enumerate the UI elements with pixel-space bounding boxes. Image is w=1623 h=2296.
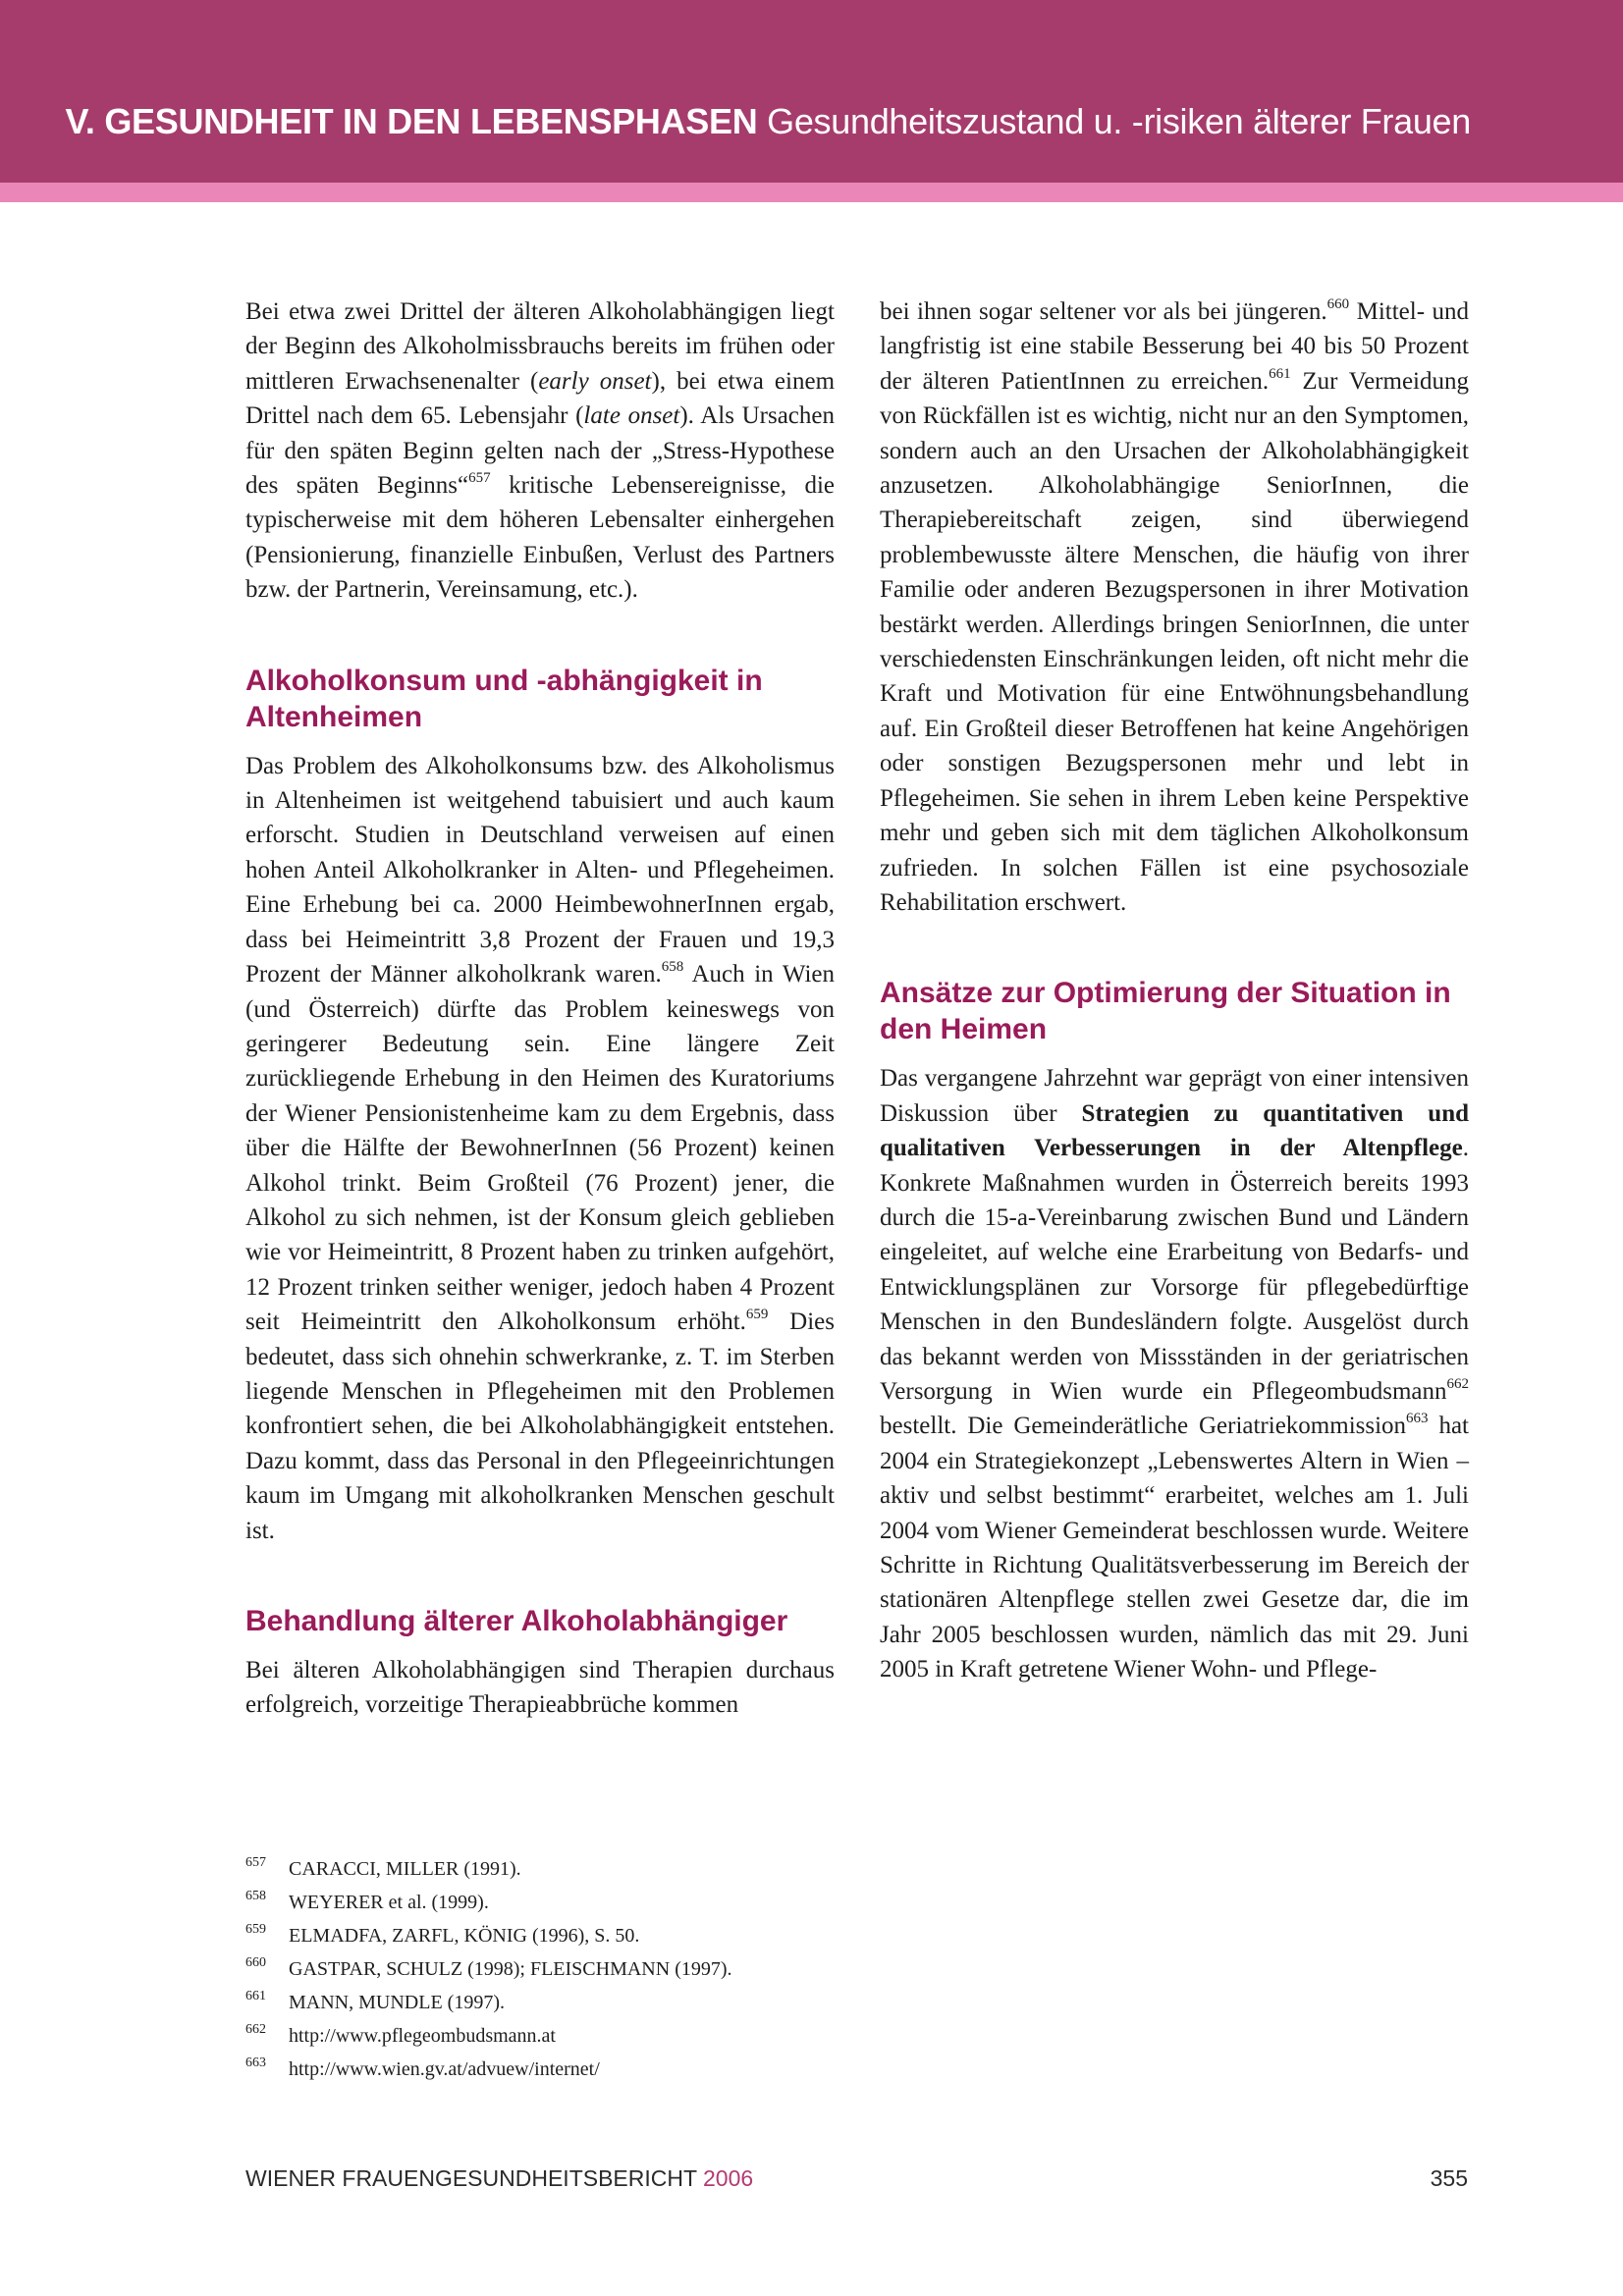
footnote	[245, 1919, 854, 1952]
footnote-text: CARACCI, MILLER (1991).	[289, 1858, 521, 1880]
footnote-number: 657	[245, 1855, 266, 1870]
section-subtitle: Gesundheitszustand u. -risiken älterer Frauen	[767, 101, 1471, 141]
footnote-ref-659: 659	[745, 1307, 769, 1323]
running-header	[66, 101, 1471, 142]
footnote-text: MANN, MUNDLE (1997).	[289, 1992, 505, 2013]
text-run: kritische Lebensereignisse, die typischerweise mit dem höheren Lebensalter einhergehen (Pensionierung, finanzielle Einbußen, Verlust des Partners bzw. der Partnerin, Vereinsamung, etc.).	[245, 472, 835, 604]
chapter-title: V. GESUNDHEIT IN DEN LEBENSPHASEN	[65, 101, 758, 141]
footnotes	[245, 1852, 854, 2086]
text-run: Bei etwa zwei Drittel der älteren Alkoholabhängigen liegt der Beginn des Alkoholmissbrauchs bereits im frühen oder mittleren Erwachsenenalter (	[245, 298, 835, 395]
footnote-ref-662: 662	[1446, 1375, 1469, 1392]
footnote-number: 662	[245, 2022, 266, 2037]
header-bar	[0, 0, 1623, 183]
paragraph-behandlung: Bei älteren Alkoholabhängigen sind Therapien durchaus erfolgreich, vorzeitige Therapieabbrüche kommen	[245, 1657, 835, 1719]
text-run: Das Problem des Alkoholkonsums bzw. des Alkoholismus in Altenheimen ist weitgehend tabuisiert und auch kaum erforscht. Studien in Deutschland verweisen auf einen hohen Anteil Alkoholkranker in Alten- und Pflegeheimen. Eine Erhebung bei ca. 2000 HeimbewohnerInnen ergab, dass bei Heimeintritt 3,8 Prozent der Frauen und 19,3 Prozent der Männer alkoholkrank waren.	[245, 752, 835, 988]
footnote-number: 658	[245, 1889, 266, 1903]
footnote-text: ELMADFA, ZARFL, KÖNIG (1996), S. 50.	[289, 1925, 640, 1947]
footnote	[245, 2053, 854, 2086]
text-run: Zur Vermeidung von Rückfällen ist es wichtig, nicht nur an den Symptomen, sondern auch an den Ursachen der Alkoholabhängigkeit anzusetzen. Alkoholabhängige SeniorInnen, die Therapiebereitschaft zeigen, sind überwiegend problembewusste ältere Menschen, die häufig von ihrer Familie oder anderen Bezugspersonen in ihrer Motivation bestärkt werden. Allerdings bringen SeniorInnen, die unter verschiedensten Einschränkungen leiden, oft nicht mehr die Kraft und Motivation für eine Entwöhnungsbehandlung auf. Ein Großteil dieser Betroffenen hat keine Angehörigen oder sonstigen Bezugspersonen mehr und lebt in Pflegeheimen. Sie sehen in ihrem Leben keine Perspektive mehr und geben sich mit dem täglichen Alkoholkonsum zufrieden. In solchen Fällen ist eine psychosoziale Rehabilitation erschwert.	[880, 367, 1469, 916]
footnote-ref-660: 660	[1326, 296, 1350, 312]
paragraph-besserung	[880, 294, 1469, 920]
text-run: ), bei etwa einem Drittel nach dem 65. Lebensjahr (	[245, 367, 836, 430]
footnote-ref-657: 657	[468, 470, 491, 487]
right-column	[880, 294, 1469, 1687]
heading-ansaetze-optimierung: Ansätze zur Optimierung der Situation in den Heimen	[880, 977, 1451, 1046]
footnote-ref-658: 658	[661, 959, 684, 976]
text-run: bei ihnen sogar seltener vor als bei jüngeren.	[880, 298, 1327, 325]
paragraph-altenheime	[245, 749, 835, 1548]
text-run: . Konkrete Maßnahmen wurden in Österreich bereits 1993 durch die 15-a-Vereinbarung zwischen Bund und Ländern eingeleitet, auf welche eine Erarbeitung von Bedarfs- und Entwicklungsplänen zur Vorsorge für pflegebedürftige Menschen in den Bundesländern folgte. Ausgelöst durch das bekannt werden von Missständen in der geriatrischen Versorgung in Wien wurde ein Pflegeombudsmann	[880, 1135, 1469, 1405]
text-run: Mittel- und langfristig ist eine stabile Besserung bei 40 bis 50 Prozent der älteren PatientInnen zu erreichen.	[880, 298, 1469, 395]
text-run: ). Als Ursachen für den späten Beginn gelten nach der „Stress-Hypothese des späten Beginns“	[245, 402, 835, 500]
emphasis-strategien: Strategien zu quantitativen und qualitativen Verbesserungen in der Altenpflege	[880, 1099, 1470, 1162]
page-number: 355	[1430, 2165, 1468, 2191]
footnote-text: GASTPAR, SCHULZ (1998); FLEISCHMANN (1997).	[289, 1958, 732, 1980]
heading-alkoholkonsum-altenheime: Alkoholkonsum und -abhängigkeit in Altenheimen	[245, 664, 763, 733]
footnote	[245, 1986, 854, 2019]
footnote-number: 659	[245, 1922, 266, 1937]
report-title: WIENER FRAUENGESUNDHEITSBERICHT	[245, 2165, 697, 2191]
footnote-ref-663: 663	[1406, 1411, 1429, 1427]
left-column	[245, 294, 835, 1723]
report-year: 2006	[703, 2165, 754, 2191]
footnote-link-text: http://www.pflegeombudsmann.at	[289, 2025, 556, 2047]
paragraph-onset	[245, 294, 835, 608]
text-run: Das vergangene Jahrzehnt war geprägt von einer intensiven Diskussion über	[880, 1065, 1469, 1127]
text-run: bestellt. Die Gemeinderätliche Geriatriekommission	[880, 1413, 1407, 1440]
footnote-number: 663	[245, 2056, 266, 2070]
term-early-onset: early onset	[538, 367, 652, 395]
header-stripe	[0, 183, 1623, 202]
text-run: Auch in Wien (und Österreich) dürfte das Problem keineswegs von geringerer Bedeutung sein. Eine längere Zeit zurückliegende Erhebung in den Heimen des Kuratoriums der Wiener Pensionistenheime kam zu dem Ergebnis, dass über die Hälfte der BewohnerInnen (56 Prozent) keinen Alkohol trinkt. Beim Großteil (76 Prozent) jener, die Alkohol zu sich nehmen, ist der Konsum gleich geblieben wie vor Heimeintritt, 8 Prozent haben zu trinken aufgehört, 12 Prozent trinken seither weniger, jedoch haben 4 Prozent seit Heimeintritt den Alkoholkonsum erhöht.	[245, 961, 835, 1336]
footnote	[245, 2019, 854, 2053]
footnote-text: WEYERER et al. (1999).	[289, 1892, 489, 1913]
footnote-number: 661	[245, 1989, 266, 2003]
footnote-link-text: http://www.wien.gv.at/advuew/internet/	[289, 2058, 600, 2080]
footnote	[245, 1852, 854, 1886]
footnote-ref-661: 661	[1269, 365, 1291, 382]
term-late-onset: late onset	[583, 402, 680, 430]
paragraph-strategien	[880, 1061, 1469, 1686]
text-run: hat 2004 ein Strategiekonzept „Lebenswertes Altern in Wien – aktiv und selbst bestimmt“ erarbeitet, welches am 1. Juli 2004 vom Wiener Gemeinderat beschlossen wurde. Weitere Schritte in Richtung Qualitätsverbesserung im Bereich der stationären Altenpflege stellen zwei Gesetze dar, die im Jahr 2005 beschlossen wurden, nämlich das mit 29. Juni 2005 in Kraft getretene Wiener Wohn- und Pflege-	[880, 1413, 1469, 1683]
footnote	[245, 1886, 854, 1919]
heading-behandlung: Behandlung älterer Alkoholabhängiger	[245, 1605, 788, 1637]
text-run: Dies bedeutet, dass sich ohnehin schwerkranke, z. T. im Sterben liegende Menschen in Pflegeheimen mit den Problemen konfrontiert sehen, die bei Alkoholabhängigkeit entstehen. Dazu kommt, dass das Personal in den Pflegeeinrichtungen kaum im Umgang mit alkoholkranken Menschen geschult ist.	[245, 1308, 835, 1544]
footnote	[245, 1952, 854, 1986]
footnote-number: 660	[245, 1955, 266, 1970]
footer-report-title	[245, 2165, 753, 2192]
